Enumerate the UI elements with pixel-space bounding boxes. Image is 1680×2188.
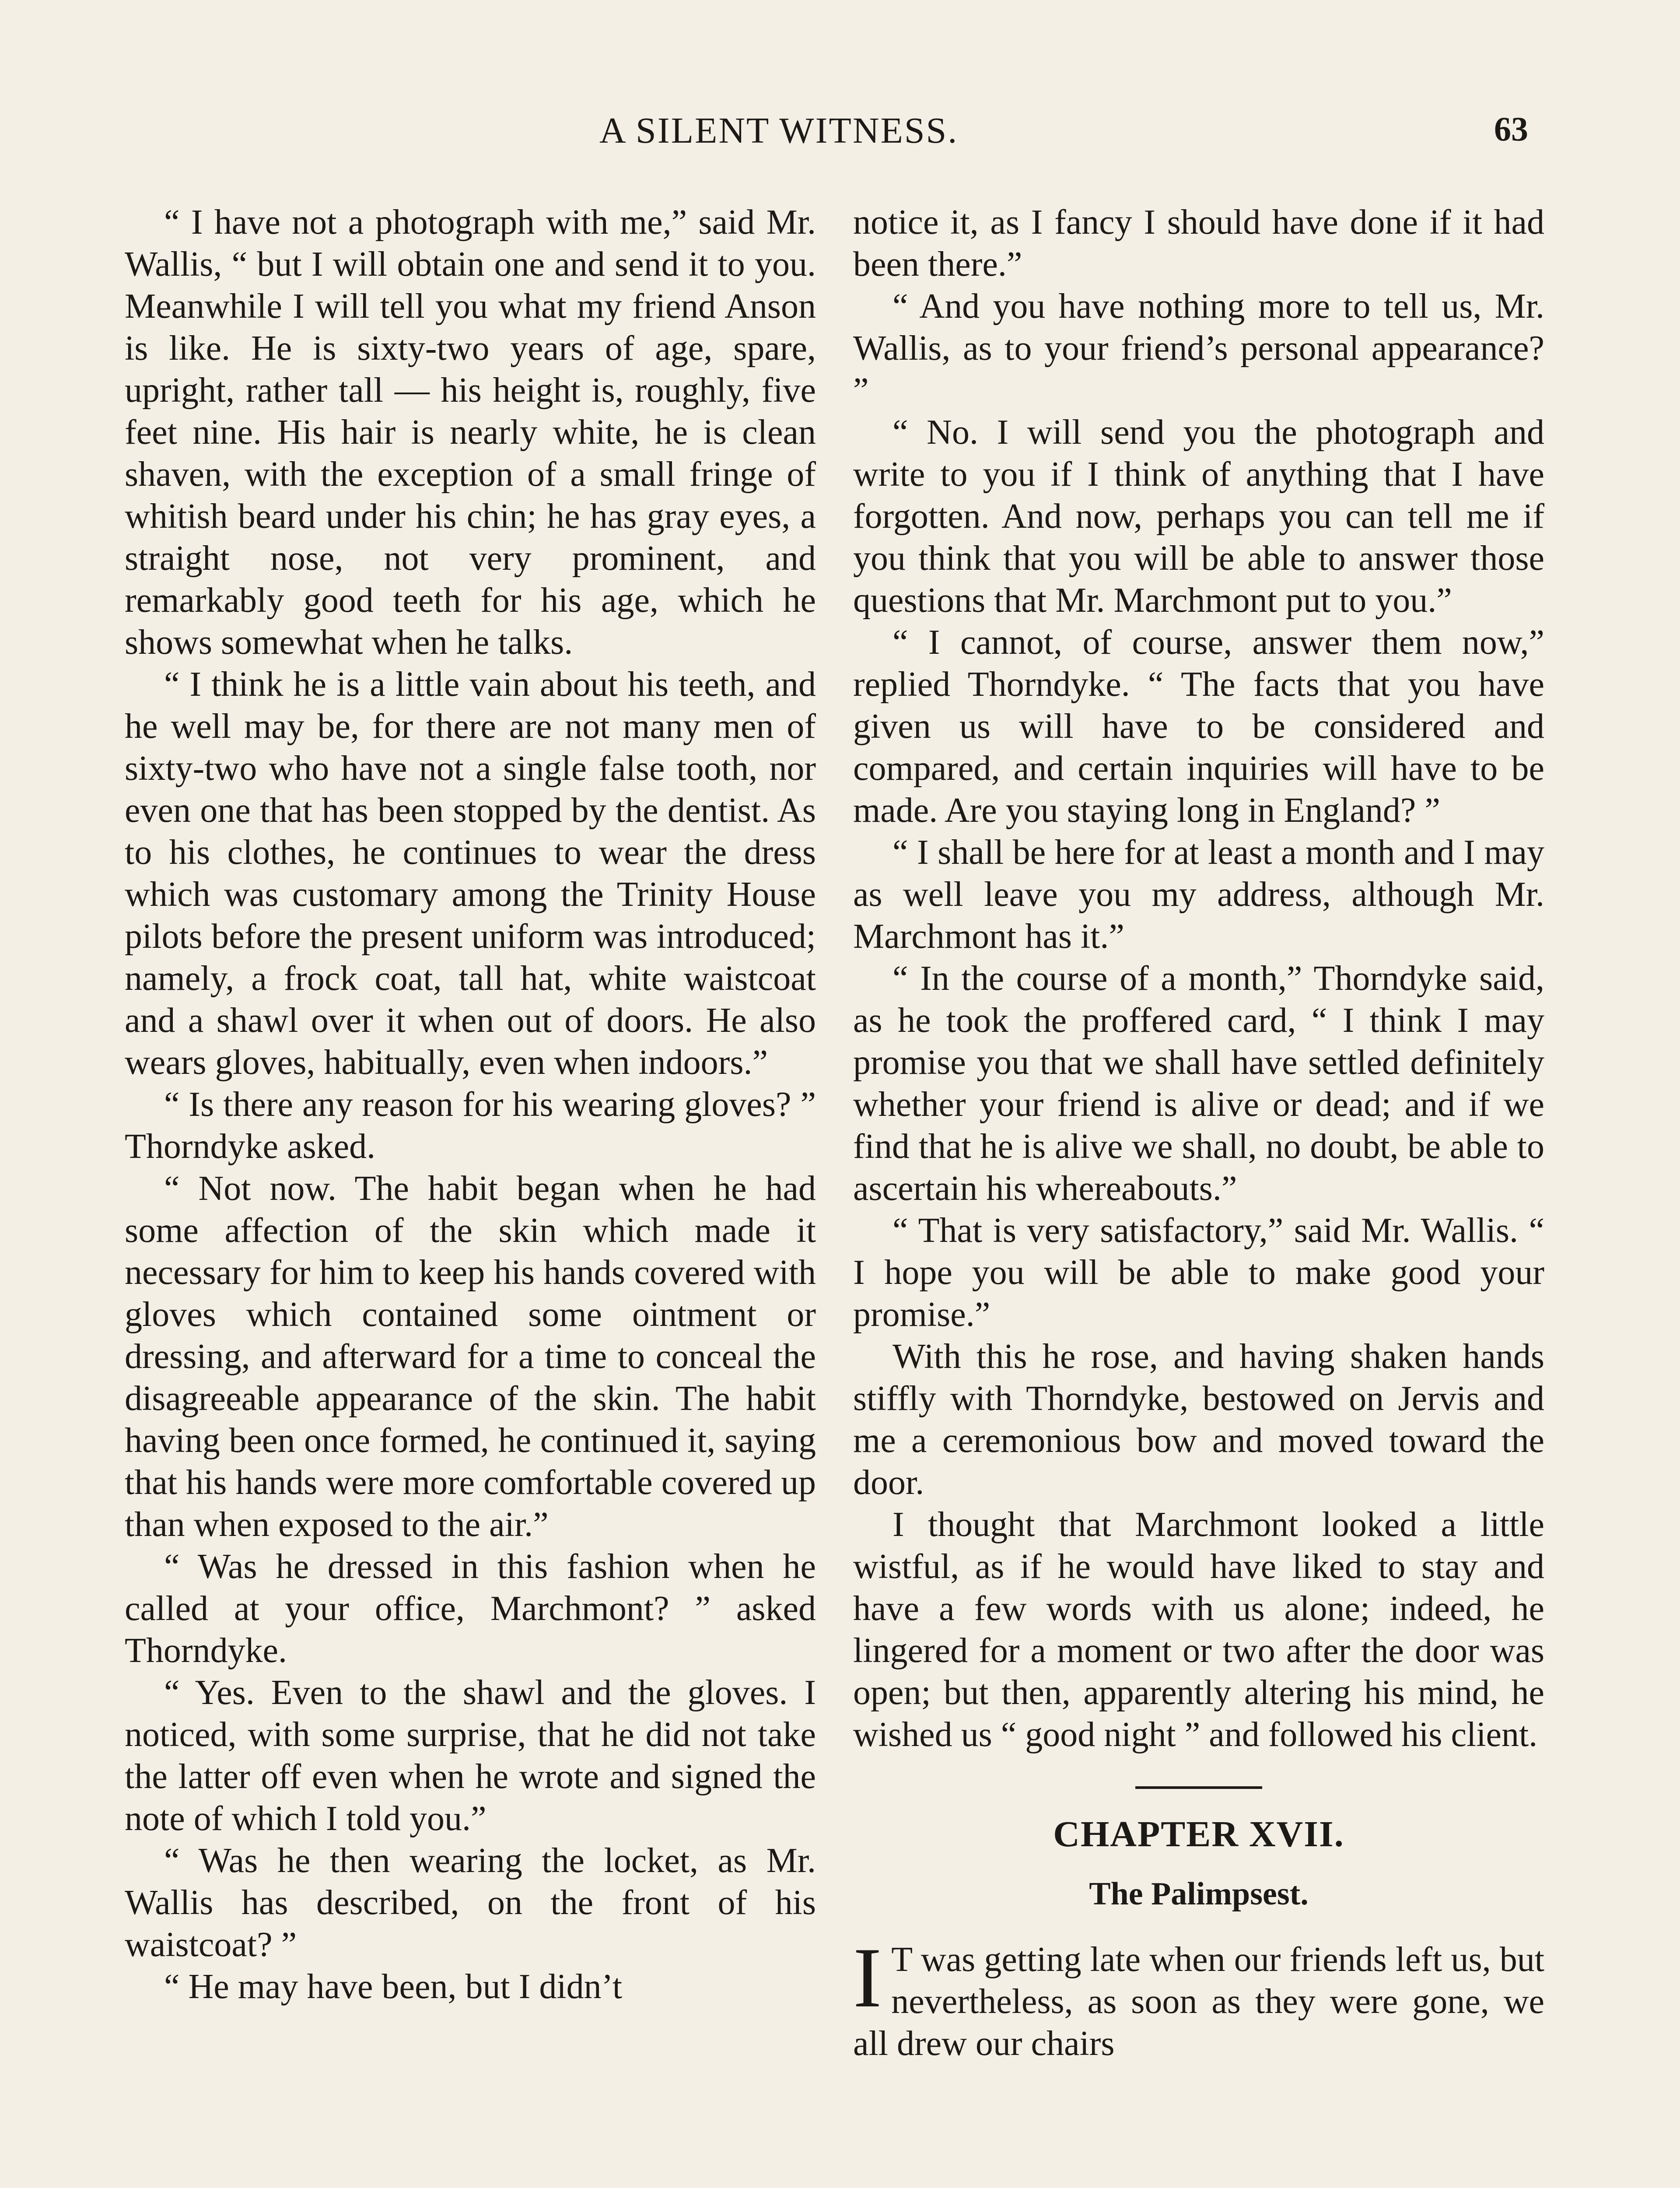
section-divider [1135, 1786, 1262, 1789]
paragraph: With this he rose, and having shaken hands stiffly with Thorndyke, bestowed on Jervis and me a ceremonious bow and moved toward the door. [853, 1337, 1544, 1502]
paragraph: “ I have not a photograph with me,” said Mr. Wallis, “ but I will obtain one and send it to you. Meanwhile I will tell you what my friend Anson is like. He is sixty-two years of age, spare, upright, rather tall — his height is, roughly, five feet nine. His hair is nearly white, he is clean shaven, with the exception of a small fringe of whitish beard under his chin; he has gray eyes, a straight nose, not very prominent, and remarkably good teeth for his age, which he shows somewhat when he talks. [125, 203, 816, 662]
paragraph: notice it, as I fancy I should have done if it had been there.” [853, 203, 1544, 284]
paragraph: “ No. I will send you the photograph and write to you if I think of anything that I have forgotten. And now, perhaps you can tell me if you think that you will be able to answer those questions that Mr. Marchmont put to you.” [853, 413, 1544, 620]
paragraph: “ He may have been, but I didn’t [164, 1967, 623, 2006]
chapter-title: CHAPTER XVII. [1053, 1814, 1344, 1855]
paragraph: “ Is there any reason for his wearing gloves? ” Thorndyke asked. [125, 1085, 816, 1166]
paragraph: “ I shall be here for at least a month and I may as well leave you my address, although Mr. Marchmont has it.” [853, 833, 1544, 956]
right-column [853, 201, 1544, 2065]
drop-cap: I [853, 1930, 882, 2025]
paragraph: “ Was he then wearing the locket, as Mr. Wallis has described, on the front of his waistcoat? ” [125, 1841, 816, 1964]
paragraph: “ Yes. Even to the shawl and the gloves. I noticed, with some surprise, that he did not take the latter off even when he wrote and signed the note of which I told you.” [125, 1673, 816, 1838]
chapter-subtitle: The Palimpsest. [1089, 1876, 1309, 1912]
chapter-opening-paragraph [853, 1930, 1544, 2065]
left-column [125, 201, 816, 2008]
page-header [0, 109, 1680, 158]
paragraph: “ Was he dressed in this fashion when he called at your office, Marchmont? ” asked Thorndyke. [125, 1547, 816, 1670]
paragraph: “ In the course of a month,” Thorndyke said, as he took the proffered card, “ I think I may promise you that we shall have settled definitely whether your friend is alive or dead; and if we find that he is alive we shall, no doubt, be able to ascertain his whereabouts.” [853, 959, 1544, 1208]
paragraph: I thought that Marchmont looked a little wistful, as if he would have liked to stay and have a few words with us alone; indeed, he lingered for a moment or two after the door was open; but then, apparently altering his mind, he wished us “ good night ” and followed his client. [853, 1505, 1544, 1754]
paragraph: “ That is very satisfactory,” said Mr. Wallis. “ I hope you will be able to make good your promise.” [853, 1211, 1544, 1334]
paragraph: “ And you have nothing more to tell us, Mr. Wallis, as to your friend’s personal appearance? ” [853, 287, 1544, 410]
chapter-opening-text: T was getting late when our friends left us, but nevertheless, as soon as they were gone, we all drew our chairs [853, 1940, 1544, 2063]
paragraph: “ Not now. The habit began when he had some affection of the skin which made it necessary for him to keep his hands covered with gloves which contained some ointment or dressing, and afterward for a time to conceal the disagreeable appearance of the skin. The habit having been once formed, he continued it, saying that his hands were more comfortable covered up than when exposed to the air.” [125, 1169, 816, 1544]
running-title: A SILENT WITNESS. [599, 110, 959, 151]
paragraph: “ I think he is a little vain about his teeth, and he well may be, for there are not many men of sixty-two who have not a single false tooth, nor even one that has been stopped by the dentist. As to his clothes, he continues to wear the dress which was customary among the Trinity House pilots before the present uniform was introduced; namely, a frock coat, tall hat, white waistcoat and a shawl over it when out of doors. He also wears gloves, habitually, even when indoors.” [125, 665, 816, 1082]
page-number: 63 [1494, 110, 1528, 148]
paragraph: “ I cannot, of course, answer them now,” replied Thorndyke. “ The facts that you have given us will have to be considered and compared, and certain inquiries will have to be made. Are you staying long in England? ” [853, 623, 1544, 830]
